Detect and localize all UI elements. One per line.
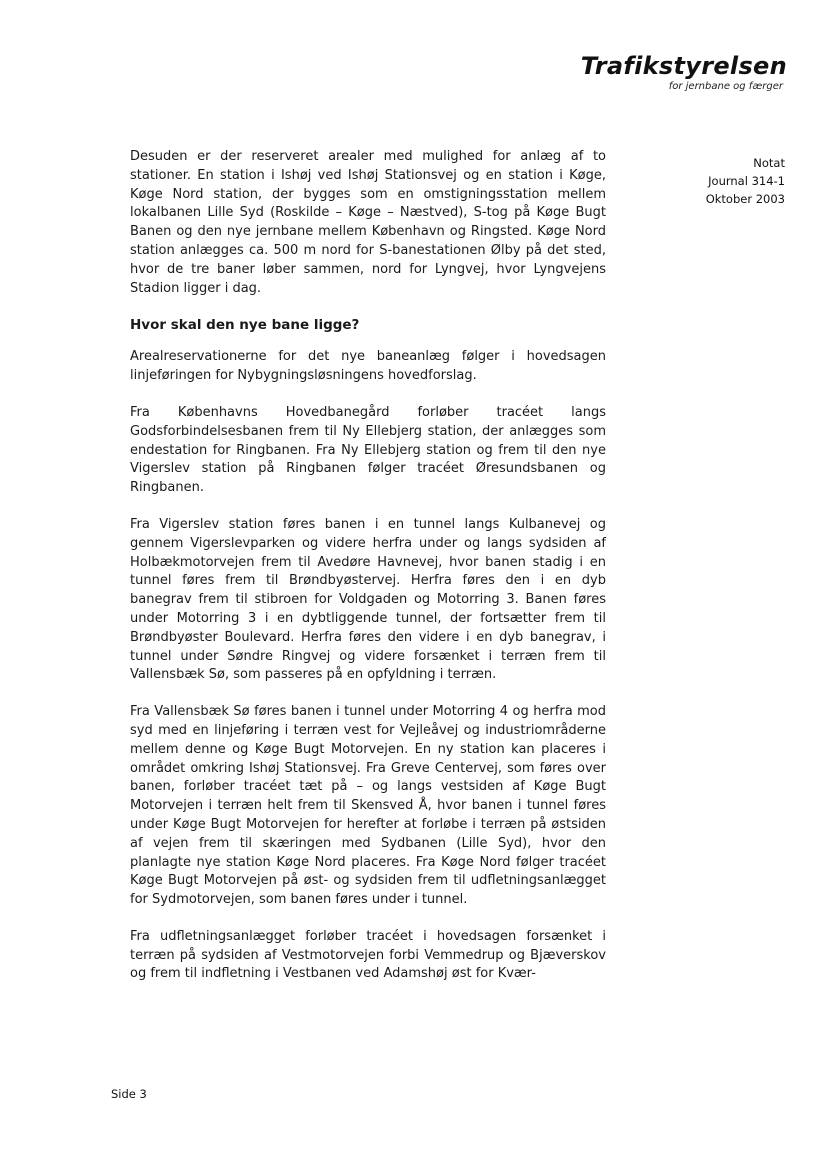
section-heading: Hvor skal den nye bane ligge?	[130, 317, 360, 334]
doc-date: Oktober 2003	[705, 192, 785, 206]
document-body	[130, 148, 606, 1002]
paragraph: Arealreservationerne for det nye baneanlæg følger i hovedsagen linjeføringen for Nybygningsløsningens hovedforslag.	[130, 349, 606, 384]
document-meta	[706, 154, 785, 208]
paragraph: Desuden er der reserveret arealer med mulighed for anlæg af to stationer. En station i Ishøj ved Ishøj Stationsvej og en station i Køge, Køge Nord station, der bygges som en omstigningsstation mellem lokalbanen Lille Syd (Roskilde – Køge – Næstved), S-tog på Køge Bugt Banen og den nye jernbane mellem København og Ringsted. Køge Nord station anlægges ca. 500 m nord for S-banestationen Ølby på det sted, hvor de tre baner løber sammen, nord for Lyngvej, hvor Lyngvejens Stadion ligger i dag.	[130, 149, 606, 296]
logo-tagline: for jernbane og færger	[668, 81, 783, 92]
logo-name: Trafikstyrelsen	[580, 52, 787, 80]
paragraph: Fra Vigerslev station føres banen i en tunnel langs Kulbanevej og gennem Vigerslevparken og videre herfra under og langs sydsiden af Holbækmotorvejen frem til Avedøre Havnevej, hvor banen stadig i en tunnel føres frem til Brøndbyøstervej. Herfra føres den i en dyb banegrav frem til stibroen for Voldgaden og Motorring 3. Banen føres under Motorring 3 i en dybtliggende tunnel, der fortsætter frem til Brøndbyøster Boulevard. Herfra føres den videre i en dyb banegrav, i tunnel under Søndre Ringvej og videre forsænket i terræn frem til Vallensbæk Sø, som passeres på en opfyldning i terræn.	[130, 516, 606, 683]
doc-type: Notat	[753, 156, 785, 170]
journal-number: Journal 314-1	[708, 174, 785, 188]
trafikstyrelsen-logo	[581, 52, 787, 92]
paragraph: Fra Københavns Hovedbanegård forløber tracéet langs Godsforbindelsesbanen frem til Ny Ellebjerg station, der anlægges som endestation for Ringbanen. Fra Ny Ellebjerg station og frem til den nye Vigerslev station på Ringbanen følger tracéet Øresundsbanen og Ringbanen.	[130, 404, 606, 496]
paragraph: Fra Vallensbæk Sø føres banen i tunnel under Motorring 4 og herfra mod syd med en linjeføring i terræn vest for Vejleåvej og industriområderne mellem denne og Køge Bugt Motorvejen. En ny station kan placeres i området omkring Ishøj Stationsvej. Fra Greve Centervej, som føres over banen, forløber tracéet tæt på – og langs vestsiden af Køge Bugt Motorvejen i terræn helt frem til Skensved Å, hvor banen i tunnel føres under Køge Bugt Motorvejen for herefter at forløbe i terræn på østsiden af vejen frem til skæringen med Sydbanen (Lille Syd), hvor den planlagte nye station Køge Nord placeres. Fra Køge Nord følger tracéet Køge Bugt Motorvejen på øst- og sydsiden frem til udfletningsanlægget for Sydmotorvejen, som banen føres under i tunnel.	[130, 704, 606, 908]
paragraph: Fra udfletningsanlægget forløber tracéet i hovedsagen forsænket i terræn på sydsiden af Vestmotorvejen forbi Vemmedrup og Bjæverskov og frem til indfletning i Vestbanen ved Adamshøj øst for Kvær-	[130, 928, 606, 982]
page-number: Side 3	[111, 1087, 147, 1101]
